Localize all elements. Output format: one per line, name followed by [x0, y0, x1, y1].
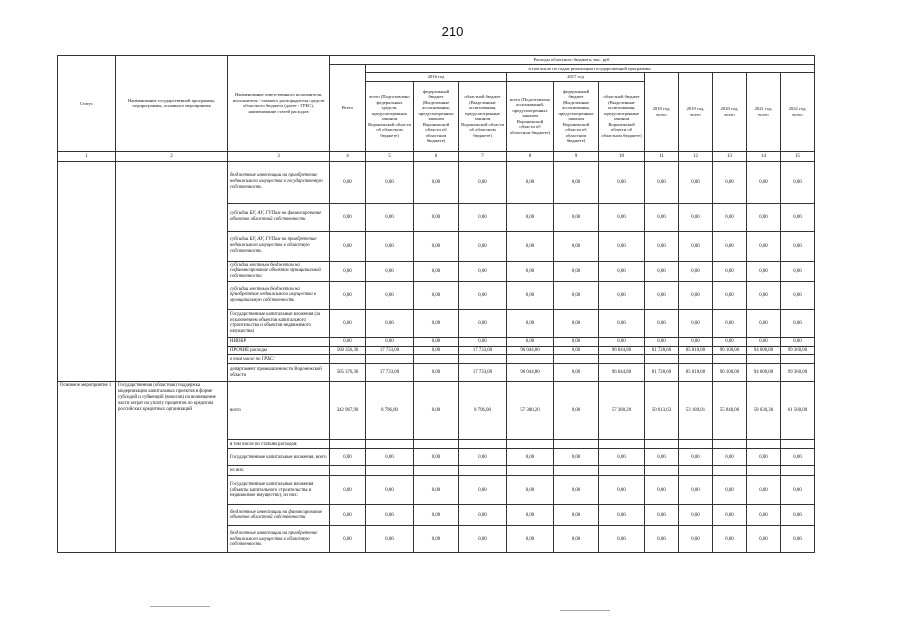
value-cell: 0,00	[459, 309, 507, 337]
value-cell: 0,00	[679, 505, 713, 526]
value-cell	[459, 355, 507, 364]
page-number: 210	[441, 24, 464, 39]
value-cell	[679, 440, 713, 449]
value-cell: 96 044,80	[599, 346, 645, 355]
value-cell	[679, 355, 713, 364]
value-cell: 0,00	[459, 505, 507, 526]
header-source-2: федеральный бюджет (Выделенные ассигнования, предусмотренные законом Воронежской области об областном бюджете)	[414, 81, 459, 151]
value-cell: 0,00	[599, 526, 645, 553]
value-cell: 0,00	[366, 337, 414, 346]
value-cell: 94 600,00	[747, 364, 781, 382]
column-number: 3	[228, 151, 330, 161]
value-cell: 0,00	[366, 281, 414, 309]
value-cell: 0,00	[713, 281, 747, 309]
value-cell	[459, 440, 507, 449]
value-cell: 0,00	[554, 161, 599, 203]
name-cell-empty	[116, 161, 228, 382]
table-row	[58, 161, 815, 203]
value-cell: 90 100,00	[713, 346, 747, 355]
value-cell: 0,00	[747, 526, 781, 553]
expense-label: субсидии БУ, АУ, ГУПам на финансирование объектов областной собственности	[228, 203, 330, 231]
value-cell	[781, 466, 815, 476]
header-2021: 2021 год, всего	[747, 73, 781, 152]
value-cell: 0,00	[781, 449, 815, 466]
value-cell: 0,00	[554, 203, 599, 231]
header-program-name: Наименование государственной программы, подпрограммы, основного мероприятия	[116, 56, 228, 152]
value-cell: 0,00	[414, 505, 459, 526]
header-source-4: всего (Подготовлено ассигнований, предусмотренных законом Воронежской области об областном бюджете)	[507, 81, 554, 151]
measure-total-row	[58, 382, 815, 440]
measure-status: Основное мероприятие 1	[58, 382, 116, 553]
value-cell	[507, 355, 554, 364]
value-cell: 0,00	[679, 449, 713, 466]
value-cell: 0,00	[679, 281, 713, 309]
value-cell	[366, 440, 414, 449]
value-cell: 0,00	[414, 337, 459, 346]
value-cell: 94 600,00	[747, 346, 781, 355]
value-cell: 0,00	[507, 505, 554, 526]
value-cell: 0,00	[330, 231, 366, 261]
value-cell	[330, 440, 366, 449]
value-cell: 0,00	[414, 231, 459, 261]
expense-label: Государственные капитальные вложения (за исключением объектов капитального строительства и объектов недвижимого имущества)	[228, 309, 330, 337]
column-number: 13	[713, 151, 747, 161]
value-cell: 0,00	[330, 203, 366, 231]
expense-label: субсидии местным бюджетам на приобретение недвижимого имущества в муниципальную собственность	[228, 281, 330, 309]
value-cell: 0,00	[366, 231, 414, 261]
header-status: Статус	[58, 56, 116, 152]
value-cell: 0,00	[414, 161, 459, 203]
value-cell: 0,00	[414, 449, 459, 466]
value-cell	[507, 440, 554, 449]
column-number: 10	[599, 151, 645, 161]
value-cell: 0,00	[554, 526, 599, 553]
value-cell: 99 360,00	[781, 364, 815, 382]
value-cell: 0,00	[599, 281, 645, 309]
value-cell: 0,00	[330, 161, 366, 203]
expense-label: НИОКР	[228, 337, 330, 346]
value-cell: 0,00	[781, 476, 815, 505]
expense-label: из них:	[228, 466, 330, 476]
value-cell: 0,00	[459, 337, 507, 346]
value-cell	[414, 440, 459, 449]
value-cell: 0,00	[713, 309, 747, 337]
value-cell: 0,00	[599, 449, 645, 466]
value-cell: 0,00	[507, 161, 554, 203]
column-number: 8	[507, 151, 554, 161]
value-cell: 0,00	[507, 281, 554, 309]
column-number: 5	[366, 151, 414, 161]
value-cell: 0,00	[507, 449, 554, 466]
value-cell: 0,00	[747, 261, 781, 281]
value-cell: 560 356,30	[330, 346, 366, 355]
value-cell: 0,00	[679, 261, 713, 281]
header-source-6: областной бюджет (Выделенные ассигнования, предусмотренные законом Воронежской области об областном бюджете)	[599, 81, 645, 151]
value-cell	[713, 355, 747, 364]
column-number: 6	[414, 151, 459, 161]
value-cell: 0,00	[599, 309, 645, 337]
value-cell: 0,00	[599, 476, 645, 505]
value-cell: 0,00	[414, 261, 459, 281]
value-cell: 0,00	[507, 526, 554, 553]
value-cell: 96 044,80	[507, 346, 554, 355]
value-cell: 0,00	[599, 261, 645, 281]
value-cell: 0,00	[645, 337, 679, 346]
value-cell: 0,00	[459, 449, 507, 466]
budget-table	[57, 55, 815, 553]
header-responsible: Наименование ответственного исполнителя, исполнителя - главного распорядителя средств областного бюджета (далее - ГРБС), наименование статей расходов	[228, 56, 330, 152]
value-cell: 0,00	[713, 337, 747, 346]
value-cell: 0,00	[747, 449, 781, 466]
value-cell: 0,00	[747, 337, 781, 346]
value-cell: 0,00	[366, 476, 414, 505]
value-cell: 342 967,90	[330, 382, 366, 440]
value-cell: 0,00	[713, 526, 747, 553]
value-cell: 0,00	[747, 476, 781, 505]
value-cell: 0,00	[414, 281, 459, 309]
value-cell: 0,00	[781, 309, 815, 337]
value-cell: 0,00	[414, 309, 459, 337]
value-cell: 0,00	[679, 231, 713, 261]
measure-name: Государственная (областная) поддержка модернизации капитальных проектов в форме субсидий и субвенций (взносов) на возмещение части затрат на уплату процентов по кредитам российских кредитных организаций	[116, 382, 228, 553]
value-cell	[599, 440, 645, 449]
column-number: 9	[554, 151, 599, 161]
value-cell	[414, 466, 459, 476]
value-cell: 17 733,00	[366, 346, 414, 355]
value-cell: 0,00	[781, 526, 815, 553]
value-cell: 0,00	[459, 476, 507, 505]
value-cell: 0,00	[459, 203, 507, 231]
value-cell: 0,00	[679, 476, 713, 505]
value-cell: 0,00	[414, 526, 459, 553]
value-cell: 0,00	[330, 261, 366, 281]
value-cell: 0,00	[679, 203, 713, 231]
value-cell: 0,00	[713, 505, 747, 526]
value-cell: 0,00	[713, 203, 747, 231]
header-source-5: федеральный бюджет (Выделенные ассигнования, предусмотренные законом Воронежской области об областном бюджете)	[554, 81, 599, 151]
value-cell: 0,00	[554, 346, 599, 355]
value-cell: 53 180,01	[679, 382, 713, 440]
value-cell	[747, 466, 781, 476]
value-cell: 0,00	[414, 203, 459, 231]
value-cell: 0,00	[414, 476, 459, 505]
value-cell: 0,00	[645, 281, 679, 309]
expense-label: ПРОЧИЕ расходы	[228, 346, 330, 355]
column-number: 14	[747, 151, 781, 161]
value-cell: 81 728,60	[645, 346, 679, 355]
value-cell	[781, 440, 815, 449]
value-cell: 57 380,20	[507, 382, 554, 440]
value-cell	[645, 466, 679, 476]
value-cell	[554, 440, 599, 449]
expense-label: бюджетные инвестиции на приобретение недвижимого имущества в областную собственность	[228, 526, 330, 553]
value-cell: 0,00	[781, 203, 815, 231]
value-cell: 17 733,00	[459, 364, 507, 382]
value-cell	[330, 466, 366, 476]
value-cell: 0,00	[459, 526, 507, 553]
header-2018: 2018 год, всего	[645, 73, 679, 152]
value-cell: 0,00	[747, 281, 781, 309]
header-2022: 2022 год, всего	[781, 73, 815, 152]
value-cell: 0,00	[781, 161, 815, 203]
value-cell: 565 376,30	[330, 364, 366, 382]
header-year-2017: 2017 год	[507, 73, 645, 82]
value-cell: 0,00	[414, 382, 459, 440]
value-cell: 0,00	[554, 364, 599, 382]
value-cell	[747, 355, 781, 364]
header-source-3: областной бюджет (Выделенные ассигнования, предусмотренные законом Воронежской области об областном бюджете)	[459, 81, 507, 151]
header-2020: 2020 год, всего	[713, 73, 747, 152]
value-cell: 61 560,00	[781, 382, 815, 440]
value-cell: 17 733,00	[459, 346, 507, 355]
value-cell	[330, 355, 366, 364]
value-cell: 0,00	[366, 261, 414, 281]
column-number: 7	[459, 151, 507, 161]
value-cell: 0,00	[366, 161, 414, 203]
value-cell: 90 100,00	[713, 364, 747, 382]
value-cell: 0,00	[781, 337, 815, 346]
value-cell: 0,00	[366, 309, 414, 337]
value-cell	[645, 355, 679, 364]
value-cell: 0,00	[459, 261, 507, 281]
table-body	[58, 161, 815, 553]
value-cell: 0,00	[330, 505, 366, 526]
value-cell: 0,00	[679, 526, 713, 553]
value-cell: 0,00	[645, 161, 679, 203]
value-cell: 0,00	[459, 231, 507, 261]
expense-label: департамент промышленности Воронежской области	[228, 364, 330, 382]
column-number: 15	[781, 151, 815, 161]
status-cell-empty	[58, 161, 116, 382]
column-numbers-row	[58, 151, 815, 161]
value-cell: 0,00	[645, 203, 679, 231]
value-cell: 0,00	[645, 476, 679, 505]
value-cell: 0,00	[507, 476, 554, 505]
table-header	[58, 56, 815, 162]
expense-label: в том числе по ГРБС:	[228, 355, 330, 364]
header-expenses-title: Расходы областного бюджета, тыс. руб.	[330, 56, 815, 65]
value-cell	[679, 466, 713, 476]
value-cell: 0,00	[599, 337, 645, 346]
value-cell: 0,00	[554, 261, 599, 281]
expense-label: бюджетные инвестиции на финансирование объектов областной собственности	[228, 505, 330, 526]
value-cell	[414, 355, 459, 364]
header-source-1: всего (Подготовлено федеральных средств, предусмотренных законом Воронежской области об областном бюджете)	[366, 81, 414, 151]
value-cell: 0,00	[330, 476, 366, 505]
value-cell: 0,00	[554, 309, 599, 337]
value-cell: 0,00	[330, 337, 366, 346]
value-cell	[459, 466, 507, 476]
value-cell: 0,00	[781, 231, 815, 261]
value-cell: 0,00	[366, 203, 414, 231]
value-cell	[645, 440, 679, 449]
value-cell: 0,00	[366, 449, 414, 466]
header-2019: 2019 год, всего	[679, 73, 713, 152]
value-cell: 0,00	[330, 526, 366, 553]
value-cell: 0,00	[330, 449, 366, 466]
value-cell	[599, 355, 645, 364]
value-cell: 8 796,00	[366, 382, 414, 440]
value-cell: 55 840,00	[713, 382, 747, 440]
value-cell: 0,00	[747, 505, 781, 526]
value-cell: 50 613,63	[645, 382, 679, 440]
value-cell: 85 810,00	[679, 346, 713, 355]
header-year-2016: 2016 год	[366, 73, 507, 82]
value-cell	[599, 466, 645, 476]
value-cell: 0,00	[747, 231, 781, 261]
value-cell: 96 044,80	[599, 364, 645, 382]
value-cell	[713, 466, 747, 476]
value-cell: 0,00	[554, 281, 599, 309]
value-cell: 0,00	[645, 449, 679, 466]
value-cell: 0,00	[507, 203, 554, 231]
value-cell: 0,00	[781, 505, 815, 526]
value-cell: 0,00	[713, 261, 747, 281]
value-cell: 81 728,60	[645, 364, 679, 382]
value-cell: 0,00	[645, 505, 679, 526]
value-cell	[554, 466, 599, 476]
value-cell: 0,00	[366, 505, 414, 526]
value-cell: 0,00	[554, 505, 599, 526]
value-cell	[554, 355, 599, 364]
scan-mark	[150, 606, 210, 607]
value-cell: 0,00	[645, 261, 679, 281]
value-cell: 0,00	[414, 364, 459, 382]
value-cell: 0,00	[645, 309, 679, 337]
expense-label: Государственные капитальные вложения (объекты капитального строительства и недвижимое имущество), из них:	[228, 476, 330, 505]
value-cell: 0,00	[507, 231, 554, 261]
value-cell: 0,00	[330, 309, 366, 337]
expense-label: бюджетные инвестиции на приобретение недвижимого имущества в государственную собственность	[228, 161, 330, 203]
expense-label: субсидии местным бюджетам на софинансирование объектов муниципальной собственности	[228, 261, 330, 281]
value-cell: 58 630,30	[747, 382, 781, 440]
value-cell: 0,00	[459, 161, 507, 203]
value-cell	[366, 466, 414, 476]
value-cell: 0,00	[645, 231, 679, 261]
budget-sheet	[57, 55, 814, 553]
column-number: 2	[116, 151, 228, 161]
value-cell: 0,00	[713, 231, 747, 261]
value-cell: 0,00	[459, 281, 507, 309]
value-cell: 0,00	[781, 261, 815, 281]
column-number: 12	[679, 151, 713, 161]
value-cell: 0,00	[554, 382, 599, 440]
value-cell: 0,00	[330, 281, 366, 309]
value-cell: 0,00	[645, 526, 679, 553]
value-cell: 0,00	[747, 309, 781, 337]
column-number: 1	[58, 151, 116, 161]
value-cell: 0,00	[679, 161, 713, 203]
value-cell: 0,00	[599, 231, 645, 261]
header-by-year: в том числе по годам реализации государственной программы:	[366, 64, 815, 73]
value-cell: 0,00	[554, 231, 599, 261]
expense-label: в том числе по статьям расходов:	[228, 440, 330, 449]
value-cell: 0,00	[507, 261, 554, 281]
value-cell: 0,00	[599, 203, 645, 231]
value-cell: 0,00	[554, 449, 599, 466]
value-cell: 0,00	[507, 337, 554, 346]
value-cell: 0,00	[713, 161, 747, 203]
value-cell	[781, 355, 815, 364]
expense-label: субсидии БУ, АУ, ГУПам на приобретение недвижимого имущества в областную собственность	[228, 231, 330, 261]
value-cell: 0,00	[414, 346, 459, 355]
column-number: 11	[645, 151, 679, 161]
value-cell: 0,00	[679, 309, 713, 337]
expense-label: Государственные капитальные вложения, всего	[228, 449, 330, 466]
value-cell	[747, 440, 781, 449]
value-cell: 17 733,00	[366, 364, 414, 382]
value-cell: 0,00	[554, 476, 599, 505]
value-cell	[507, 466, 554, 476]
value-cell: 57 380,20	[599, 382, 645, 440]
value-cell: 99 360,00	[781, 346, 815, 355]
value-cell: 85 810,00	[679, 364, 713, 382]
value-cell: 0,00	[599, 161, 645, 203]
value-cell: 96 044,80	[507, 364, 554, 382]
column-number: 4	[330, 151, 366, 161]
value-cell: 0,00	[366, 526, 414, 553]
value-cell: 0,00	[713, 476, 747, 505]
value-cell: 0,00	[781, 281, 815, 309]
value-cell	[713, 440, 747, 449]
value-cell: 0,00	[507, 309, 554, 337]
value-cell: 0,00	[747, 161, 781, 203]
value-cell: 0,00	[679, 337, 713, 346]
scan-mark	[560, 610, 610, 611]
value-cell: 0,00	[713, 449, 747, 466]
measure-total-label: всего	[228, 382, 330, 440]
value-cell: 0,00	[599, 505, 645, 526]
value-cell: 0,00	[747, 203, 781, 231]
value-cell	[366, 355, 414, 364]
value-cell: 8 796,00	[459, 382, 507, 440]
header-total: Всего	[330, 64, 366, 151]
value-cell: 0,00	[554, 337, 599, 346]
